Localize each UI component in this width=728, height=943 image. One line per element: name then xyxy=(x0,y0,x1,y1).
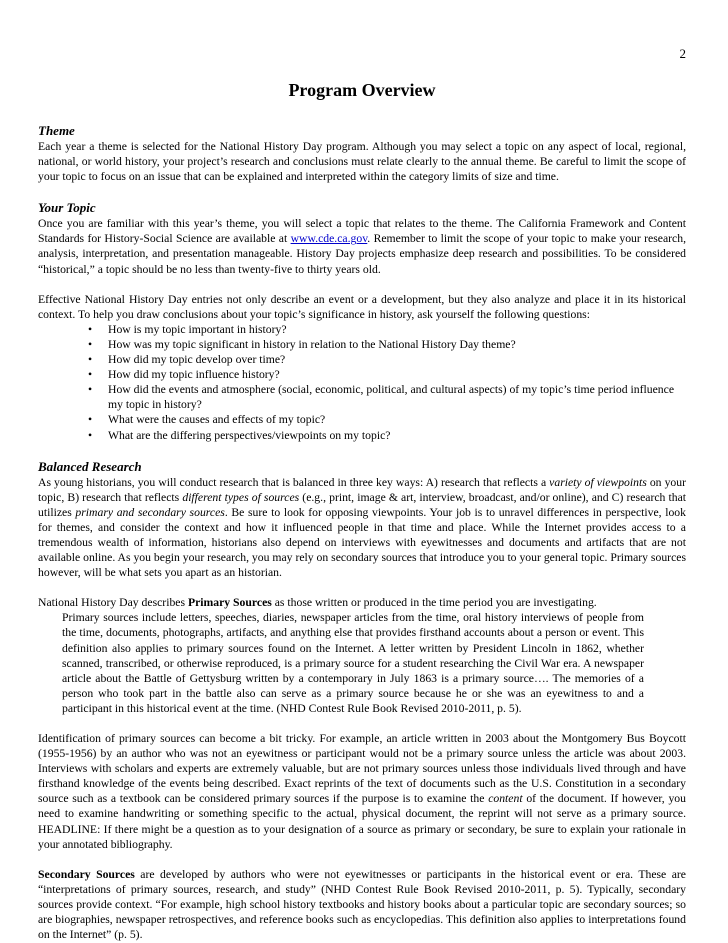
your-topic-heading: Your Topic xyxy=(38,200,96,216)
list-item: • What were the causes and effects of my topic? xyxy=(38,412,686,427)
identification-paragraph: Identification of primary sources can become a bit tricky. For example, an article written in 2003 about the Montgomery Bus Boycott (1955-1956) by an author who was not an eyewitness or participant would not be a primary source unless the article was about 2003. Interviews with scholars and experts are extremely valuable, but are not primary sources unless those individuals lived through and have firsthand knowledge of the events being described. Exact reprints of the text of documents such as the U.S. Constitution in a secondary source such as a textbook can be considered primary sources if the purpose is to examine the content of the document. If however, you need to examine handwriting or something specific to the actual, physical document, the reprint will not serve as a primary source. HEADLINE: If there might be a question as to your designation of a source as primary or secondary, be sure to explain your rationale in your annotated bibliography. xyxy=(38,732,686,851)
theme-paragraph: Each year a theme is selected for the National History Day program. Although you may select a topic on any aspect of local, regional, national, or world history, your project’s research and conclusions must relate clearly to the annual theme. Be careful to limit the scope of your topic to focus on an issue that can be explained and interpreted within the category limits of size and time. xyxy=(38,140,686,184)
balanced-research-heading: Balanced Research xyxy=(38,458,142,474)
primary-quote: Primary sources include letters, speeches, diaries, newspaper articles from the time, oral history interviews of people from the time, documents, photographs, artifacts, and anything else that provides firsthand accounts about a person or event. This definition also applies to primary sources found on the Internet. A letter written by President Lincoln in 1862, whether scanned, transcribed, or otherwise reproduced, is a primary source for a student researching the Civil War era. A newspaper article about the Battle of Gettysburg written by a contemporary in July 1863 is a primary source…. The memories of a person who took part in the battle also can serve as a primary source because he or she was an eyewitness to and a participant in this historical event at the time. (NHD Contest Rule Book Revised 2010-2011, p. 5). xyxy=(62,611,644,715)
secondary-paragraph: Secondary Sources are developed by authors who were not eyewitnesses or participants in the historical event or era. These are “interpretations of primary sources, research, and study” (NHD Contest Rule Book Revised 2010-2011, p. 5). Typically, secondary sources provide context. “For example, high school history textbooks and history books about a particular topic are secondary sources; so are biographies, newspaper retrospectives, and reference books such as encyclopedias. This definition also applies to interpretations found on the Internet” (p. 5). xyxy=(38,867,686,942)
list-item: • What are the differing perspectives/viewpoints on my topic? xyxy=(38,428,686,443)
your-topic-paragraph: Once you are familiar with this year’s theme, you will select a topic that relates to the theme. The California Framework and Content Standards for History-Social Science are available at www.cde.ca.gov. Remember to limit the scope of your topic to make your research, analysis, interpretation, and presentation manageable. History Day projects emphasize deep research and possibilities. To be considered “historical,” a topic should be no less than twenty-five to thirty years old. xyxy=(38,217,686,276)
page-number: 2 xyxy=(679,46,686,61)
document-body xyxy=(38,122,686,942)
page-title: Program Overview xyxy=(288,80,436,100)
list-item: • How is my topic important in history? xyxy=(38,322,686,337)
theme-heading: Theme xyxy=(38,123,75,138)
question-list xyxy=(38,322,686,443)
list-item: • How was my topic significant in history in relation to the National History Day theme? xyxy=(38,337,686,352)
balanced-paragraph: As young historians, you will conduct research that is balanced in three key ways: A) research that reflects a variety of viewpoints on your topic, B) research that reflects different types of sources (e.g., print, image & art, interview, broadcast, and/or online), and C) research that utilizes primary and secondary sources. Be sure to look for opposing viewpoints. Your job is to unravel differences in perspective, look for themes, and consider the context and how it influenced people in that time and place. While the Internet provides access to a tremendous wealth of information, historians also depend on interviews with eyewitnesses and documents and artifacts that are not available online. As you begin your research, you may rely on secondary sources that introduce you to your general topic. Primary sources however, will be what sets you apart as an historian. xyxy=(38,475,687,580)
list-item: • How did my topic develop over time? xyxy=(38,352,686,367)
list-item: • How did my topic influence history? xyxy=(38,367,686,382)
primary-intro: National History Day describes Primary Sources as those written or produced in the time period you are investigating. xyxy=(38,596,597,610)
list-item: • How did the events and atmosphere (social, economic, political, and cultural aspects) of my topic’s time period influence my topic in history? xyxy=(38,382,686,412)
cde-link[interactable]: www.cde.ca.gov xyxy=(290,232,368,246)
context-paragraph: Effective National History Day entries not only describe an event or a development, but they also analyze and place it in its historical context. To help you draw conclusions about your topic’s significance in history, ask yourself the following questions: xyxy=(38,292,686,321)
